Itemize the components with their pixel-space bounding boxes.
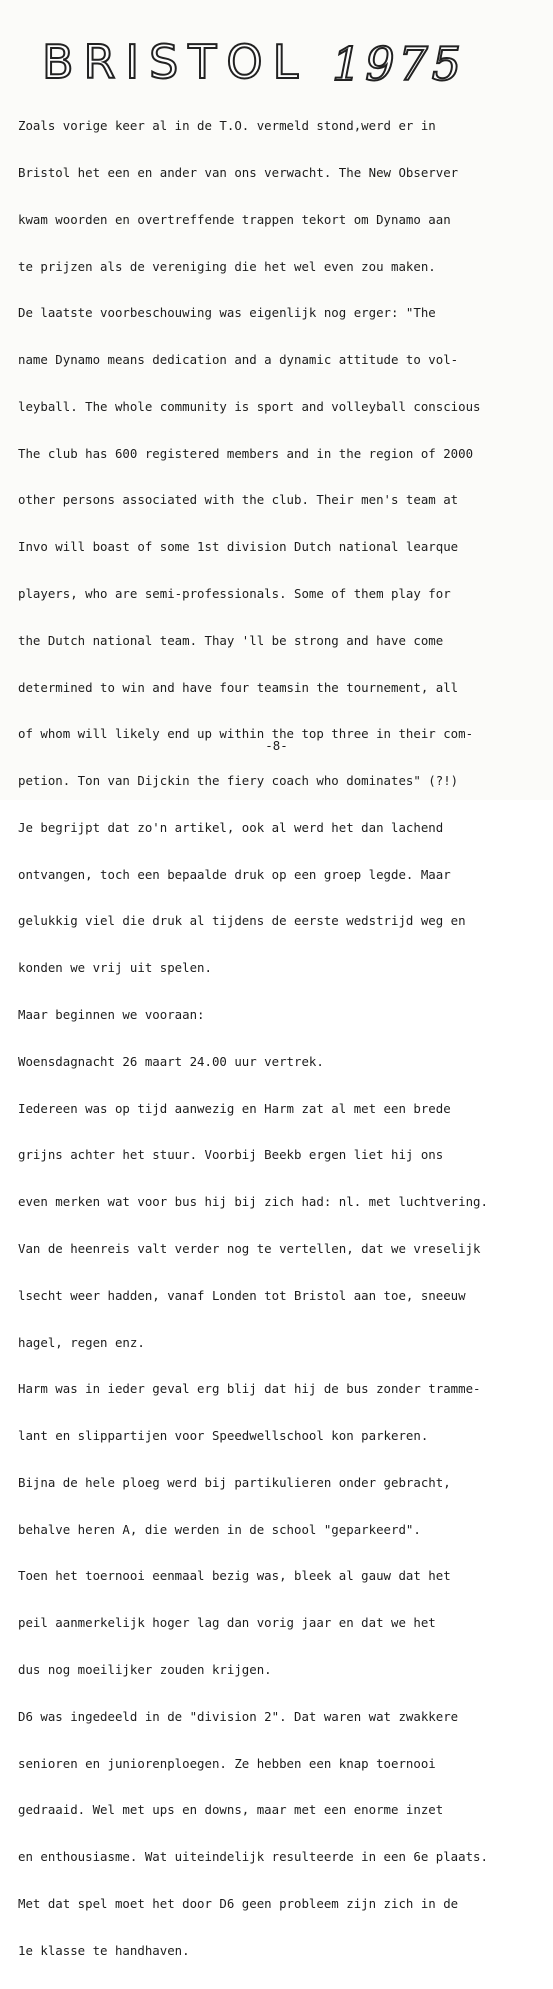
page-title [40, 30, 466, 91]
text-line: konden we vrij uit spelen. [18, 960, 212, 976]
text-line: Toen het toernooi eenmaal bezig was, bleek al gauw dat het [18, 1568, 451, 1584]
text-line: D6 was ingedeeld in de "division 2". Dat waren wat zwakkere [18, 1708, 459, 1724]
text-line: petion. Ton van Dijckin the fiery coach who dominates" (?!) [18, 773, 459, 789]
text-line: en enthousiasme. Wat uiteindelijk resulteerde in een 6e plaats. [18, 1849, 488, 1865]
text-line: Woensdagnacht 26 maart 24.00 uur vertrek. [18, 1053, 324, 1069]
text-line: lant en slippartijen voor Speedwellschool kon parkeren. [18, 1428, 429, 1444]
text-line: even merken wat voor bus hij bij zich had: nl. met luchtvering. [18, 1194, 488, 1210]
text-line: Harm was in ieder geval erg blij dat hij de bus zonder tramme- [18, 1381, 481, 1397]
text-line: Bristol het een en ander van ons verwacht. The New Observer [18, 164, 459, 180]
text-line: senioren en juniorenploegen. Ze hebben een knap toernooi [18, 1755, 436, 1771]
text-line: other persons associated with the club. Their men's team at [18, 492, 459, 508]
text-line: peil aanmerkelijk hoger lag dan vorig jaar en dat we het [18, 1615, 436, 1631]
text-line: name Dynamo means dedication and a dynamic attitude to vol- [18, 352, 459, 368]
text-line: the Dutch national team. Thay 'll be strong and have come [18, 632, 444, 648]
text-line: Iedereen was op tijd aanwezig en Harm zat al met een brede [18, 1100, 451, 1116]
page-number: -8- [265, 738, 288, 753]
text-line: of whom will likely end up within the top three in their com- [18, 726, 474, 742]
title-lettering [40, 30, 466, 91]
text-line: ontvangen, toch een bepaalde druk op een groep legde. Maar [18, 866, 451, 882]
article-body [18, 87, 548, 1989]
text-line: The club has 600 registered members and in the region of 2000 [18, 445, 474, 461]
text-line: dus nog moeilijker zouden krijgen. [18, 1661, 272, 1677]
title-word: BRISTOL [42, 35, 309, 89]
text-line: kwam woorden en overtreffende trappen tekort om Dynamo aan [18, 211, 451, 227]
text-line: 1e klasse te handhaven. [18, 1942, 190, 1958]
text-line: Bijna de hele ploeg werd bij partikulieren onder gebracht, [18, 1474, 451, 1490]
text-line: te prijzen als de vereniging die het wel even zou maken. [18, 258, 436, 274]
text-line: Met dat spel moet het door D6 geen probleem zijn zich in de [18, 1895, 459, 1911]
text-line: lsecht weer hadden, vanaf Londen tot Bristol aan toe, sneeuw [18, 1287, 466, 1303]
text-line: Zoals vorige keer al in de T.O. vermeld stond,werd er in [18, 118, 436, 134]
text-line: Invo will boast of some 1st division Dutch national learque [18, 539, 459, 555]
text-line: grijns achter het stuur. Voorbij Beekb ergen liet hij ons [18, 1147, 444, 1163]
text-line: determined to win and have four teamsin the tournement, all [18, 679, 459, 695]
text-line: leyball. The whole community is sport and volleyball conscious [18, 398, 481, 414]
text-line: behalve heren A, die werden in de school "geparkeerd". [18, 1521, 421, 1537]
text-line: Maar beginnen we vooraan: [18, 1007, 205, 1023]
text-line: Je begrijpt dat zo'n artikel, ook al werd het dan lachend [18, 819, 444, 835]
text-line: Van de heenreis valt verder nog te vertellen, dat we vreselijk [18, 1240, 481, 1256]
text-line: De laatste voorbeschouwing was eigenlijk nog erger: "The [18, 305, 436, 321]
text-line: gedraaid. Wel met ups en downs, maar met een enorme inzet [18, 1802, 444, 1818]
title-year: 1975 [332, 37, 466, 91]
text-line: hagel, regen enz. [18, 1334, 145, 1350]
text-line: players, who are semi-professionals. Some of them play for [18, 586, 451, 601]
text-line: gelukkig viel die druk al tijdens de eerste wedstrijd weg en [18, 913, 466, 929]
